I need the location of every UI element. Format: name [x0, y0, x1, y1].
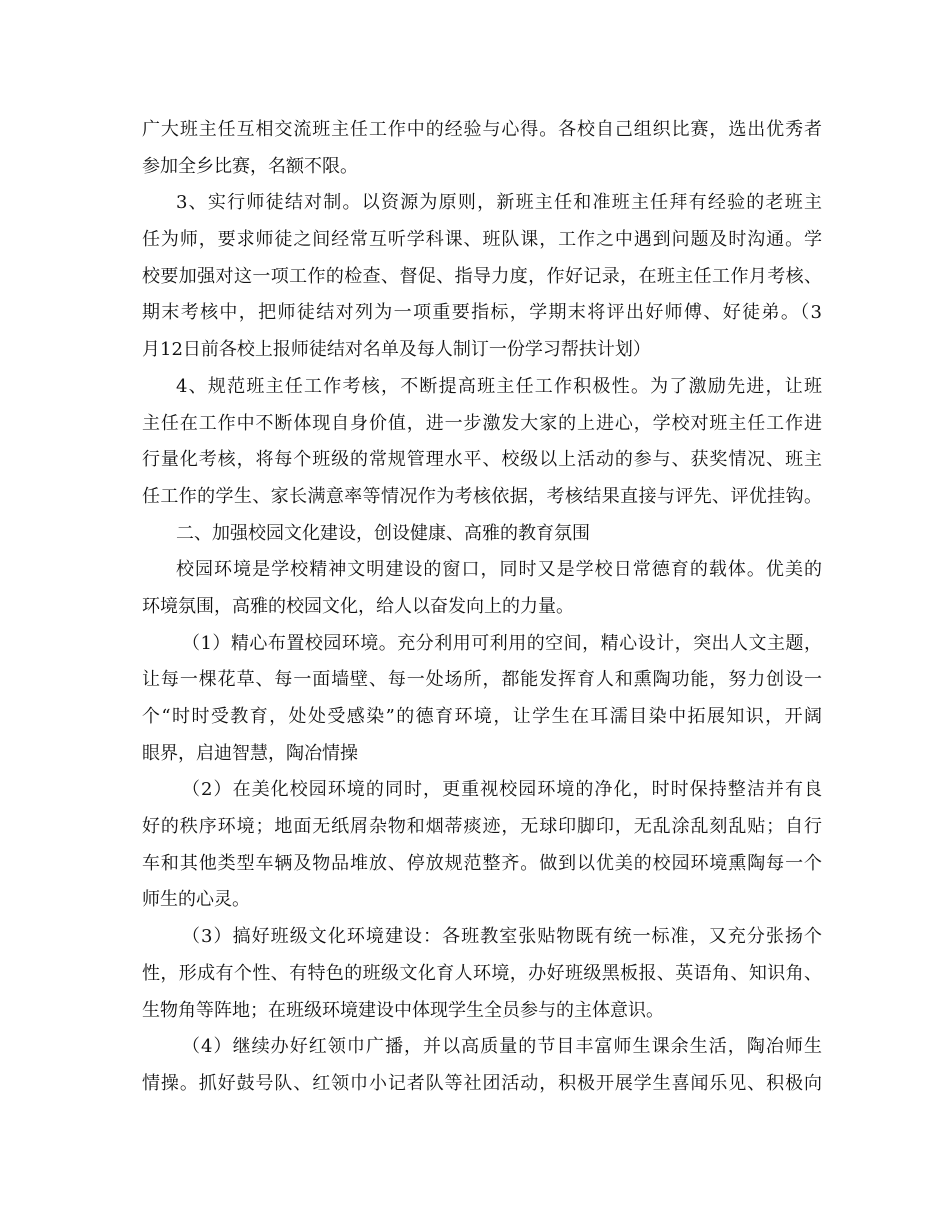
text-line: 行量化考核，将每个班级的常规管理水平、校级以上活动的参与、获奖情况、班主: [142, 449, 822, 471]
text-line: 月12日前各校上报师徒结对名单及每人制订一份学习帮扶计划）: [142, 339, 651, 361]
text-line: 好的秩序环境；地面无纸屑杂物和烟蒂痰迹，无球印脚印，无乱涂乱刻乱贴；自行: [142, 816, 822, 838]
text-line: 眼界，启迪智慧，陶冶情操: [142, 742, 358, 764]
text-line: 师生的心灵。: [142, 889, 250, 911]
paragraph-start-line: （4）继续办好红领巾广播，并以高质量的节目丰富师生课余生活，陶冶师生: [182, 1036, 822, 1058]
paragraph-start-line: （1）精心布置校园环境。充分利用可利用的空间，精心设计，突出人文主题，: [182, 632, 822, 654]
text-line: 车和其他类型车辆及物品堆放、停放规范整齐。做到以优美的校园环境熏陶每一个: [142, 852, 822, 874]
text-line: 期末考核中，把师徒结对列为一项重要指标，学期末将评出好师傅、好徒弟。（3: [142, 302, 822, 324]
text-line: 生物角等阵地；在班级环境建设中体现学生全员参与的主体意识。: [142, 999, 664, 1021]
paragraph-start-line: 4、规范班主任工作考核，不断提高班主任工作积极性。为了激励先进，让班: [176, 375, 822, 397]
text-line: 任为师，要求师徒之间经常互听学科课、班队课，工作之中遇到问题及时沟通。学: [142, 229, 822, 251]
text-line: 性，形成有个性、有特色的班级文化育人环境，办好班级黑板报、英语角、知识角、: [142, 962, 822, 984]
text-line: 任工作的学生、家长满意率等情况作为考核依据，考核结果直接与评先、评优挂钩。: [142, 485, 822, 507]
text-line: 参加全乡比赛，名额不限。: [142, 155, 358, 177]
text-line: 让每一棵花草、每一面墙壁、每一处场所，都能发挥育人和熏陶功能，努力创设一: [142, 669, 822, 691]
document-body: [142, 112, 822, 1103]
text-line: 主任在工作中不断体现自身价值，进一步激发大家的上进心，学校对班主任工作进: [142, 412, 822, 434]
text-line: 广大班主任互相交流班主任工作中的经验与心得。各校自己组织比赛，选出优秀者: [142, 119, 822, 140]
section-heading: 二、加强校园文化建设，创设健康、高雅的教育氛围: [176, 522, 590, 544]
paragraph-start-line: （3）搞好班级文化环境建设：各班教室张贴物既有统一标准，又充分张扬个: [182, 926, 822, 948]
text-line: 情操。抓好鼓号队、红领巾小记者队等社团活动，积极开展学生喜闻乐见、积极向: [142, 1072, 822, 1094]
paragraph-start-line: （2）在美化校园环境的同时，更重视校园环境的净化，时时保持整洁并有良: [182, 779, 822, 801]
text-line: 个“时时受教育，处处受感染”的德育环境，让学生在耳濡目染中拓展知识，开阔: [142, 706, 822, 727]
text-line: 环境氛围，高雅的校园文化，给人以奋发向上的力量。: [142, 595, 574, 617]
text-line: 校要加强对这一项工作的检查、督促、指导力度，作好记录，在班主任工作月考核、: [142, 265, 822, 287]
paragraph-start-line: 3、实行师徒结对制。以资源为原则，新班主任和准班主任拜有经验的老班主: [176, 192, 822, 214]
paragraph-start-line: 校园环境是学校精神文明建设的窗口，同时又是学校日常德育的载体。优美的: [176, 559, 822, 581]
